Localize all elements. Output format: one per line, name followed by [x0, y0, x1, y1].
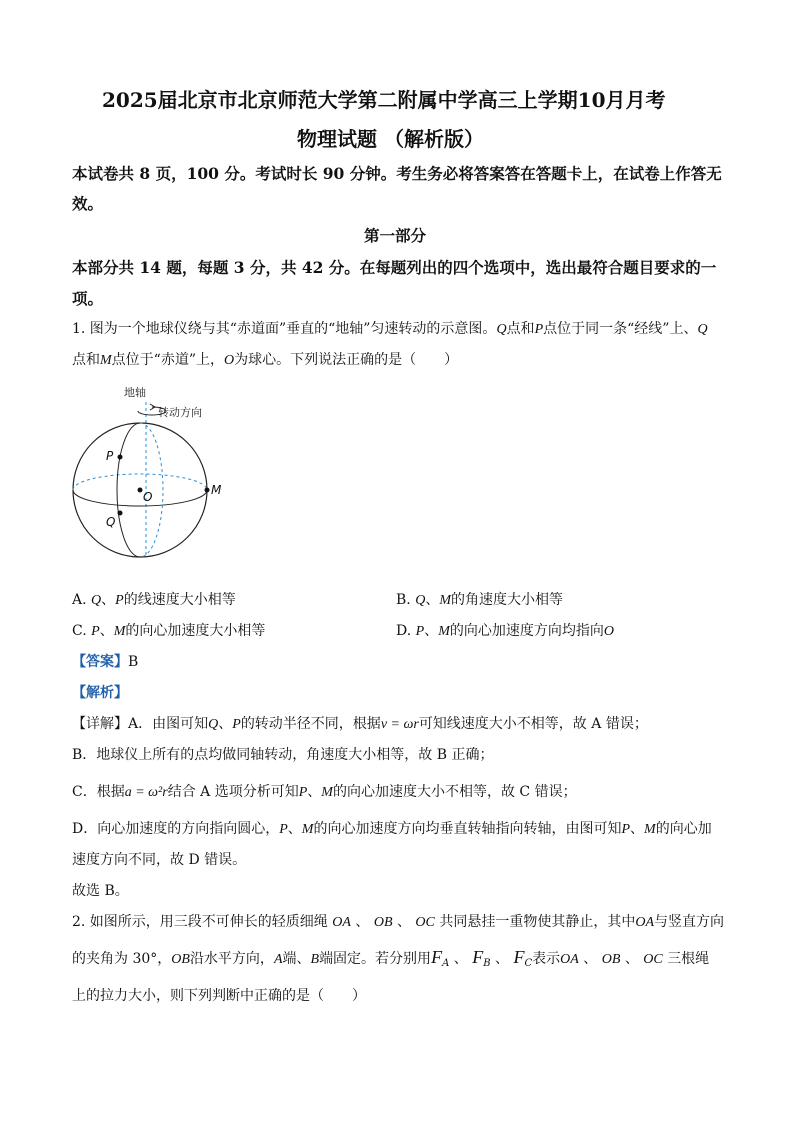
detail-line-1: 【详解】A．由图可知Q、P的转动半径不同，根据v = ωr可知线速度大小不相等，故 A 错误；: [72, 716, 648, 732]
point-Q-label: Q: [106, 515, 116, 529]
meridian-front: [117, 423, 140, 557]
title-line-2: 物理试题 （解析版）: [297, 127, 484, 151]
detail-line-3: C．根据a = ω²r结合 A 选项分析可知P、M的向心加速度大小不相等，故 C 错误；: [72, 784, 577, 800]
answer-line: [72, 651, 138, 671]
part-instr-line-2: 项。: [72, 289, 104, 308]
axis-label: 地轴: [124, 386, 146, 399]
point-P-label: P: [106, 449, 114, 463]
point-Q-dot: [118, 511, 123, 516]
answer-tag: 【答案】: [72, 654, 128, 670]
option-c: C. P、M的向心加速度大小相等: [72, 623, 266, 639]
conclusion-line: 故选 B。: [72, 883, 129, 899]
point-M-label: M: [211, 483, 222, 497]
q1-stem-line-2: 点和M点位于“赤道”上，O为球心。下列说法正确的是（ ）: [72, 352, 459, 368]
intro-line-1: 本试卷共 8 页，100 分。考试时长 90 分钟。考生务必将答案答在答题卡上，在试卷上作答无: [72, 164, 722, 183]
detail-line-2: B．地球仪上所有的点均做同轴转动，角速度大小相等，故 B 正确；: [72, 747, 494, 763]
option-d: D. P、M的向心加速度方向均指向O: [396, 623, 614, 639]
q2-stem-line-1: 2. 如图所示，用三段不可伸长的轻质细绳 OA 、 OB 、 OC 共同悬挂一重物使其静止，其中OA与竖直方向: [72, 914, 724, 930]
globe-figure: [66, 380, 226, 560]
detail-line-4: D．向心加速度的方向指向圆心，P、M的向心加速度方向均垂直转轴指向转轴，由图可知P、M的向心加: [72, 821, 712, 837]
detail-line-5: 速度方向不同，故 D 错误。: [72, 852, 247, 868]
point-P-dot: [118, 455, 123, 460]
point-O-dot: [138, 488, 143, 493]
q2-stem-line-3: 上的拉力大小，则下列判断中正确的是（ ）: [72, 988, 366, 1004]
point-O-label: O: [143, 490, 153, 504]
q1-stem-line-1: 1. 图为一个地球仪绕与其“赤道面”垂直的“地轴”匀速转动的示意图。Q点和P点位于同一条“经线”上、Q: [72, 321, 708, 337]
analysis-tag: 【解析】: [72, 685, 128, 701]
title-line-1: 2025届北京市北京师范大学第二附属中学高三上学期10月月考: [102, 88, 666, 112]
answer-value: B: [128, 654, 139, 670]
intro-line-2: 效。: [72, 194, 104, 213]
rotation-label: 转动方向: [158, 406, 202, 419]
option-a: A. Q、P的线速度大小相等: [72, 592, 236, 608]
q2-stem-line-2: 的夹角为 30°，OB沿水平方向，A端、B端固定。若分别用$F_A$ 、 $F_B$ 、 $F_C$表示OA 、 OB 、 OC 三根绳: [72, 947, 710, 969]
part-heading: 第一部分: [364, 226, 427, 245]
point-M-dot: [205, 488, 210, 493]
part-instr-line-1: 本部分共 14 题，每题 3 分，共 42 分。在每题列出的四个选项中，选出最符合题目要求的一: [72, 258, 717, 277]
option-b: B. Q、M的角速度大小相等: [396, 592, 563, 608]
